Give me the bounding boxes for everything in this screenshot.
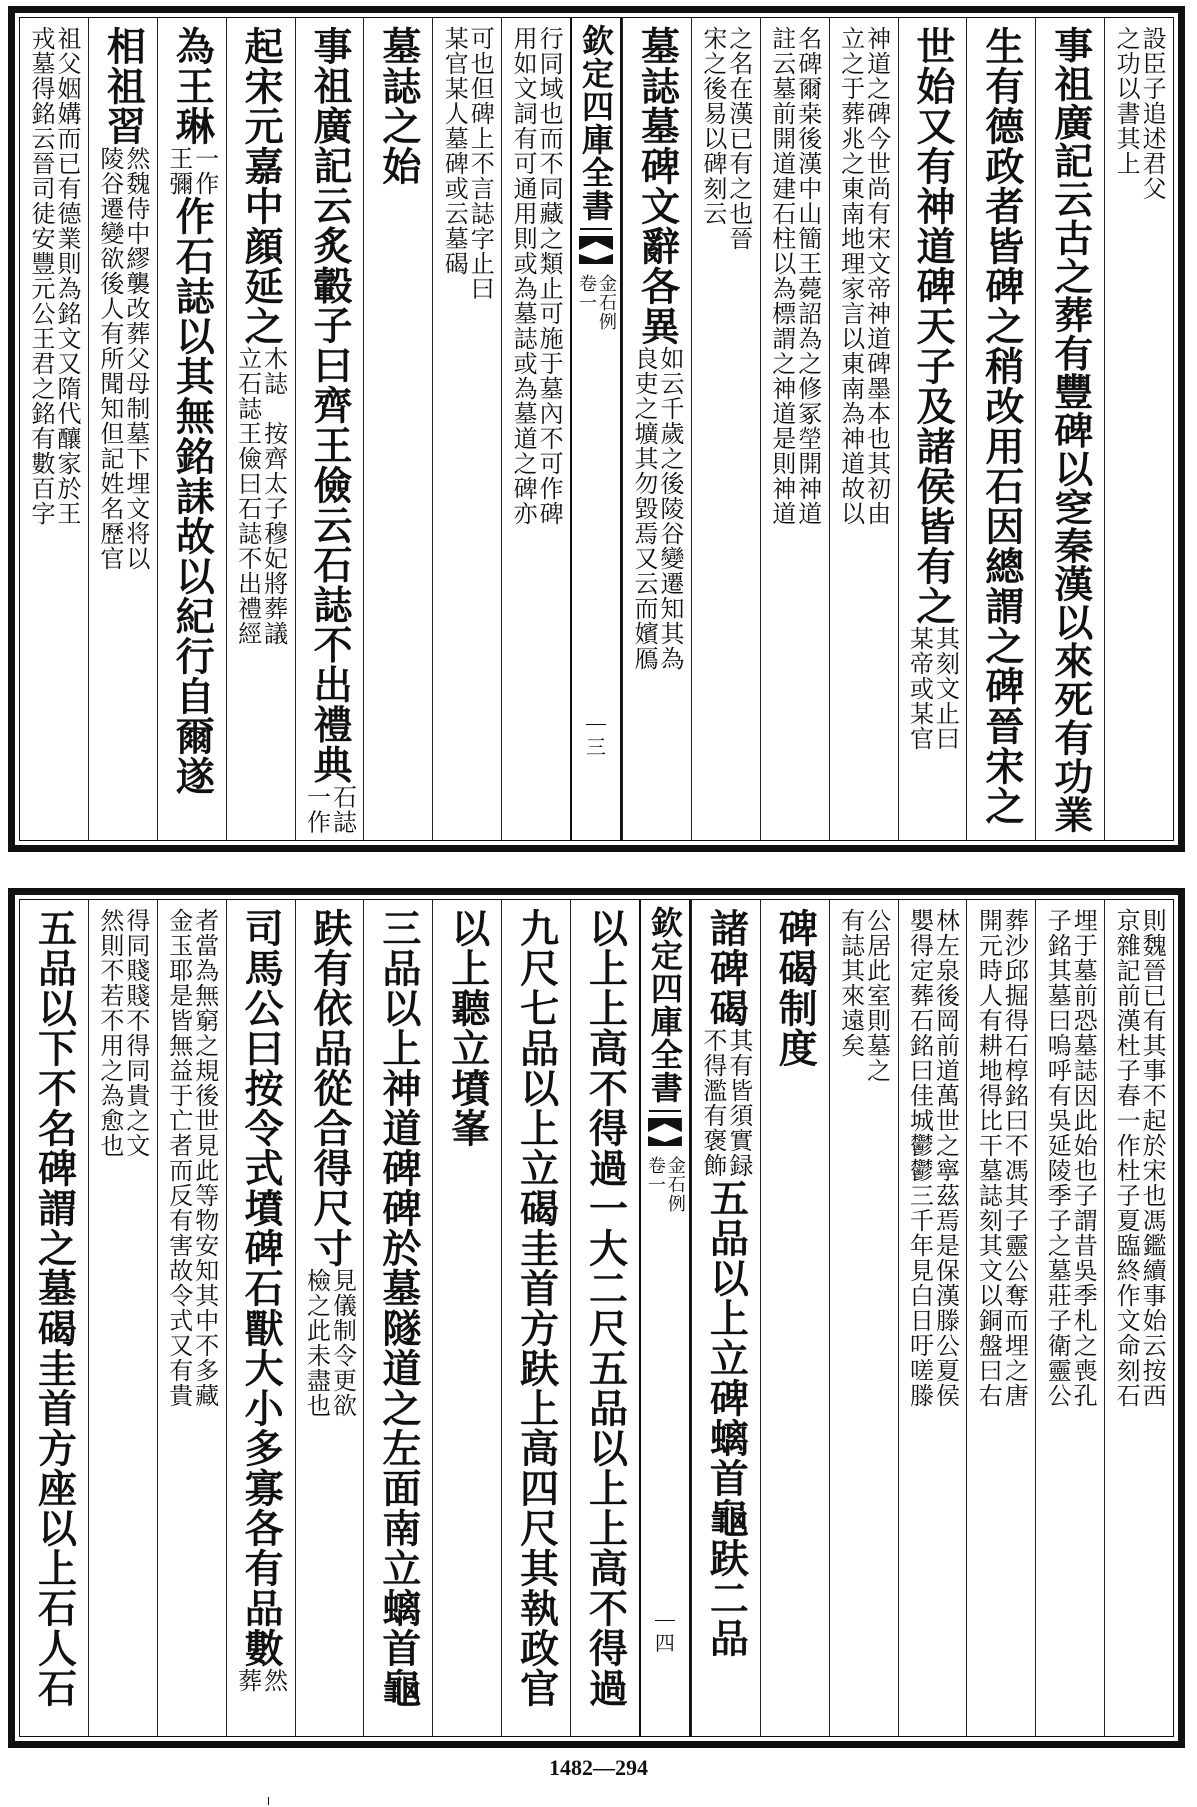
main-text: 司馬公曰按令式墳碑石獸大小多寡各有品數 [238,908,285,1668]
main-text: 相祖習 [100,26,147,146]
annotation-line: 葬沙邱掘得石椁銘曰不馮其子靈公奪而埋之唐 [1000,908,1029,1408]
text-column [20,900,88,1736]
text-column [88,900,157,1736]
annotation-line: 則魏晉已有其事不起於宋也馮鑑續事始云按西 [1138,908,1167,1408]
annotation-line: 某帝或某官 [905,626,934,751]
annotation-line: 設臣子追述君父 [1138,26,1167,201]
annotation-line: 得同賤賤不得同貴之文 [121,908,150,1158]
annotation-line: 之功以書其上 [1112,26,1141,176]
text-column [295,18,364,840]
text-column [501,18,570,840]
banner-volume: 卷一 [576,274,597,312]
annotation-line: 京雜記前漢杜子春一作杜子夏臨終作文命刻石 [1112,908,1141,1408]
text-column [363,900,432,1736]
banner-volume: 卷一 [644,1156,666,1194]
annotation-line: 木誌 [259,346,288,396]
main-text: 趺有依品從合得尺寸 [306,908,353,1268]
main-text: 三品以上神道碑碑於墓隧道之左面南立螭首龜 [375,908,422,1708]
interlinear-note [629,346,684,671]
text-column [501,900,570,1736]
text-column [432,18,501,840]
annotation-line: 王儉曰石誌不出禮經 [233,421,262,646]
interlinear-note [698,26,753,251]
text-column [691,18,760,840]
main-text: 以上上高不得過一大二尺五品以上上高不得過 [582,908,629,1708]
annotation-line: 子銘其墓曰嗚呼有吳延陵季子之墓莊子衛靈公 [1043,908,1072,1408]
annotation-line: 神道之碑今世尚有宋文帝神道碑墨本也其初由 [862,26,891,526]
interlinear-note [302,784,357,835]
page-footer-number: 1482—294 [549,1755,648,1780]
annotation-line: 不得濫有褒飾 [698,1028,727,1178]
annotation-line: 者當為無窮之規後世見此等物安知其中不多藏 [190,908,219,1408]
annotation-line: 某官某人墓碑或云墓碣 [440,26,469,276]
annotation-line: 良吏之壙其勿毀焉又云而嬪鴈 [629,346,658,671]
banner-subtitle [577,274,615,331]
text-column [760,18,829,840]
annotation-line: 開元時人有耕地得比干墓誌刻其文以銅盤曰右 [974,908,1003,1408]
annotation-line: 戎墓得銘云晉司徒安豐元公王君之銘有數百字 [26,26,55,526]
banner-book-title: 金石例 [664,1156,686,1213]
annotation-line: 用如文詞有可通用則或為墓誌或為墓道之碑亦 [509,26,538,526]
text-column [966,18,1035,840]
main-text: 作石誌以其無銘誄故以紀行自爾遂 [169,196,216,796]
annotation-line: 然魏侍中繆襲改葬父母制墓下埋文将以 [121,146,150,571]
text-column [432,900,501,1736]
banner-page-number: 四 [655,1620,675,1656]
main-text: 以上聽立墳峯 [444,908,491,1148]
main-text: 諸碑碣 [703,908,750,1028]
annotation-line: 行同域也而不同藏之類止可施于墓內不可作碑 [535,26,564,526]
interlinear-note [164,146,219,196]
annotation-line: 金玉耶是皆無益于亡者而反有害故令式又有貴 [164,908,193,1408]
annotation-line: 祖父姻媾而已有德業則為銘文又隋代釀家於王 [52,26,81,526]
center-banner [639,900,691,1736]
annotation-line: 一作 [302,784,331,835]
interlinear-note [905,626,960,751]
center-banner [570,18,622,840]
text-column [88,18,157,840]
text-column [295,900,364,1736]
annotation-line: 檢之此未盡也 [302,1268,331,1418]
main-text: 事祖廣記云古之葬有豐碑以窆秦漢以來死有功業 [1047,26,1094,835]
annotation-line: 名碑爾桒後漢中山簡王薨詔為之修冢塋開神道 [793,26,822,526]
interlinear-note [767,26,822,526]
main-text: 世始又有神道碑天子及諸侯皆有之 [909,26,956,626]
interlinear-note [1112,26,1167,201]
interlinear-note [164,908,219,1408]
annotation-line: 立石誌 [233,346,262,421]
annotation-line: 立之于葬兆之東南地理家言以東南為神道故以 [836,26,865,526]
text-column [226,900,295,1736]
text-column [157,900,226,1736]
annotation-line: 有誌其來遠矣 [836,908,865,1058]
text-column [691,900,760,1736]
annotation-line: 王彌 [164,146,193,196]
main-text: 五品以下不名碑謂之墓碣圭首方座以上石人石 [31,908,78,1708]
text-column [20,18,88,840]
annotation-line: 公居此室則墓之 [862,908,891,1083]
text-column [226,18,295,840]
annotation-line: 其有皆須實録 [724,1028,753,1178]
text-column [760,900,829,1736]
text-column [157,18,226,840]
text-column [1035,900,1104,1736]
fish-tail-mark-icon [648,1118,682,1146]
annotation-line: 其刻文止曰 [931,626,960,751]
annotation-line: 一作 [190,146,219,196]
interlinear-note [1112,908,1167,1408]
fish-tail-mark-icon [579,236,613,264]
annotation-line: 可也但碑上不言誌字止曰 [466,26,495,301]
annotation-line: 石誌 [328,784,357,835]
interlinear-note [302,1268,357,1418]
interlinear-note [698,1028,753,1178]
text-column [829,900,898,1736]
interlinear-note [440,26,495,301]
annotation-line: 陵谷遷變欲後人有所聞知但記姓名歷官 [95,146,124,571]
interlinear-note [95,146,150,571]
interlinear-note [233,1668,288,1693]
interlinear-note [233,421,288,646]
interlinear-note [974,908,1029,1408]
annotation-line: 嬰得定葬石銘曰佳城鬱鬱三千年見白日吁嗟滕 [905,908,934,1408]
interlinear-note [509,26,564,526]
text-column [898,18,967,840]
interlinear-note [1043,908,1098,1408]
main-text: 事祖廣記云炙轂子曰齊王儉云石誌不出禮典 [306,26,353,785]
annotation-line: 見儀制令更欲 [328,1268,357,1418]
annotation-line: 之名在漢已有之也晉 [724,26,753,251]
main-text: 九尺七品以上立碣圭首方趺上高四尺其執政官 [513,908,560,1708]
interlinear-note [26,26,81,526]
text-column [1104,18,1173,840]
main-text: 墓誌之始 [375,26,422,186]
text-column [966,900,1035,1736]
main-text: 五品以上立碑螭首龜趺二品 [703,1178,750,1658]
annotation-line: 葬 [233,1668,262,1693]
scan-mark [268,1797,269,1805]
interlinear-note [836,26,891,526]
main-text: 起宋元嘉中顔延之 [238,26,285,346]
bottom-page [8,888,1185,1748]
banner-title: 欽定四庫全書 [580,24,612,230]
interlinear-note [233,346,288,421]
text-column [363,18,432,840]
main-text: 為王琳 [169,26,216,146]
interlinear-note [95,908,150,1158]
annotation-line: 註云墓前開道建石柱以為標謂之神道是則神道 [767,26,796,526]
banner-subtitle [646,1156,684,1213]
main-text: 生有德政者皆碑之稍改用石因總謂之碑晉宋之 [978,26,1025,826]
text-column [898,900,967,1736]
interlinear-note [905,908,960,1408]
interlinear-note [836,908,891,1083]
annotation-line: 埋于墓前恐墓誌因此始也子謂昔吳季札之喪孔 [1069,908,1098,1408]
main-text: 墓誌墓碑文辭各異 [634,26,681,346]
annotation-line: 按齊太子穆妃將葬議 [259,421,288,646]
banner-title: 欽定四庫全書 [649,906,681,1112]
banner-page-number: 三 [586,724,606,760]
annotation-line: 然 [259,1668,288,1693]
text-column [829,18,898,840]
text-column [1035,18,1104,840]
text-column [570,900,639,1736]
annotation-line: 林左泉後岡前道萬世之寧茲焉是保漢滕公夏侯 [931,908,960,1408]
text-column [622,18,691,840]
annotation-line: 然則不若不用之為愈也 [95,908,124,1158]
banner-book-title: 金石例 [596,274,617,331]
text-column [1104,900,1173,1736]
annotation-line: 如云千歲之後陵谷變遷知其為 [655,346,684,671]
main-text: 碑碣制度 [772,908,819,1068]
annotation-line: 宋之後易以碑刻云 [698,26,727,226]
top-page [8,6,1185,852]
